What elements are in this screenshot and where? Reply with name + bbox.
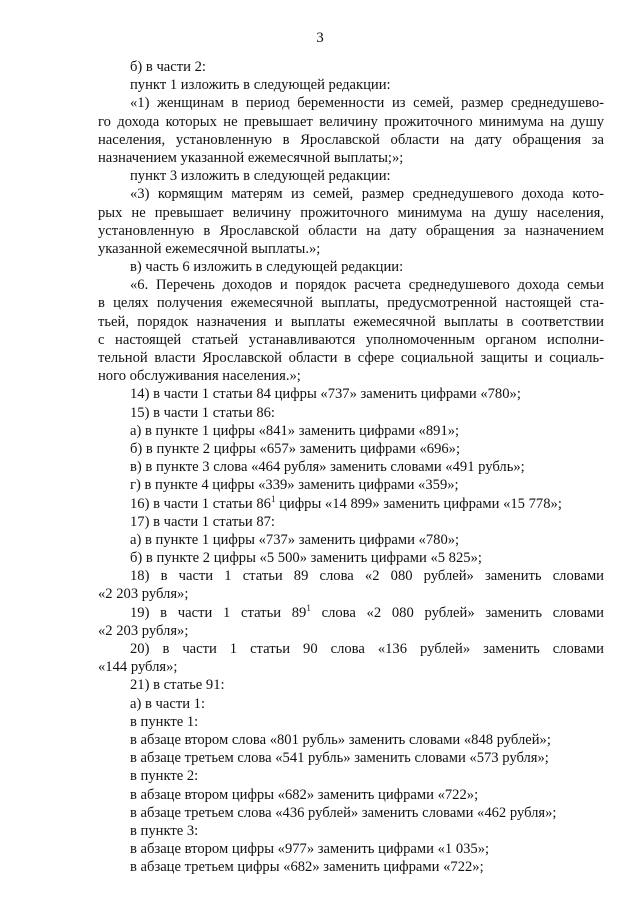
text-line-main: 20) в части 1 статьи 90 слова «136 рублей» заменить словами [130,641,604,657]
text-line [98,476,604,494]
text-line-main: в) в пункте 3 слова «464 рубля» заменить словами «491 рубль»; [130,459,525,476]
text-line [98,531,604,549]
text-line [98,840,604,858]
text-line-main: назначением указанной ежемесячной выплаты;»; [98,149,404,166]
text-line [98,185,604,203]
text-line [98,622,604,640]
text-line-main: пункт 3 изложить в следующей редакции: [130,168,391,185]
text-line [98,822,604,840]
text-line-main: «3) кормящим матерям из семей, размер среднедушевого дохода кото- [130,186,604,203]
text-line-main: в абзаце третьем слова «436 рублей» заменить словами «462 рубля»; [130,804,557,821]
text-line-main: в пункте 3: [130,822,199,839]
text-line [98,404,604,422]
text-line-continuation: цифры «14 899» заменить цифрами «15 778»; [275,495,562,512]
text-line [98,204,604,222]
text-line-main: «6. Перечень доходов и порядок расчета среднедушевого дохода семьи [130,277,604,294]
text-line-main: 15) в части 1 статьи 86: [130,404,275,421]
text-line [98,422,604,440]
text-line-main: в абзаце втором цифры «977» заменить цифрами «1 035»; [130,841,490,858]
text-line [98,222,604,240]
text-line [98,113,604,131]
text-line-main: рых не превышает величину прожиточного минимума на душу населения, [98,204,604,221]
text-line [98,676,604,694]
text-line-main: а) в пункте 1 цифры «737» заменить цифрами «780»; [130,531,460,548]
text-line [98,658,604,676]
text-line [98,385,604,403]
text-line-main: 16) в части 1 статьи 86 [130,495,271,512]
superscript: 1 [270,493,276,504]
text-line [98,786,604,804]
text-line [98,804,604,822]
text-line [98,294,604,312]
text-line-main: г) в пункте 4 цифры «339» заменить цифрами «359»; [130,477,459,494]
text-line-main: в абзаце третьем цифры «682» заменить цифрами «722»; [130,859,484,876]
text-line [98,149,604,167]
text-line [98,440,604,458]
text-line [98,640,604,658]
text-line-main: б) в части 2: [130,59,206,75]
text-line-main: 19) в части 1 статьи 89 [130,604,307,621]
text-line [98,695,604,713]
text-line [98,458,604,476]
text-line [98,76,604,94]
text-line [98,585,604,603]
text-line [98,258,604,276]
text-line-main: в абзаце третьем слова «541 рубль» заменить словами «573 рубля»; [130,750,549,767]
text-line-main: 17) в части 1 статьи 87: [130,513,275,530]
text-line [98,58,604,76]
text-line [98,858,604,876]
text-line-main: в) часть 6 изложить в следующей редакции: [130,259,404,276]
text-line-main: 21) в статье 91: [130,677,225,694]
text-line [98,349,604,367]
text-line-main: населения, установленную в Ярославской области на дату обращения за [98,131,604,148]
text-line [98,276,604,294]
text-line-main: с настоящей статьей устанавливаются уполномоченным органом исполни- [98,331,604,348]
text-line-main: в пункте 1: [130,713,199,730]
text-line-main: а) в части 1: [130,695,206,712]
text-line-main: пункт 1 изложить в следующей редакции: [130,77,391,94]
text-line-main: указанной ежемесячной выплаты.»; [98,240,321,257]
text-line-main: го дохода которых не превышает величину прожиточного минимума на душу [98,113,604,130]
text-line-main: установленную в Ярославской области на дату обращения за назначением [98,222,604,239]
text-line [98,749,604,767]
text-line-main: «2 203 рубля»; [98,586,189,603]
text-line-main: тьей, порядок назначения и выплаты ежемесячной выплаты в соответствии [98,313,604,330]
text-line [98,131,604,149]
text-line-main: б) в пункте 2 цифры «5 500» заменить цифрами «5 825»; [130,550,482,567]
text-line-main: в целях получения ежемесячной выплаты, предусмотренной настоящей ста- [98,295,604,312]
text-line-main: тельной власти Ярославской области в сфере социальной защиты и социаль- [98,350,604,366]
text-line [98,495,604,513]
text-line-main: а) в пункте 1 цифры «841» заменить цифрами «891»; [130,422,460,439]
text-line [98,604,604,622]
text-line-main: «1) женщинам в период беременности из семей, размер среднедушево- [130,95,604,112]
document-body [98,58,604,876]
text-line-continuation: слова «2 080 рублей» заменить словами [310,604,604,621]
text-line-main: 18) в части 1 статьи 89 слова «2 080 рублей» заменить словами [130,568,604,585]
text-line [98,313,604,331]
text-line-main: «2 203 рубля»; [98,622,189,639]
text-line [98,731,604,749]
text-line-main: б) в пункте 2 цифры «657» заменить цифрами «696»; [130,440,461,457]
text-line-main: в абзаце втором слова «801 рубль» заменить словами «848 рублей»; [130,731,551,748]
text-line [98,367,604,385]
text-line-main: в абзаце втором цифры «682» заменить цифрами «722»; [130,786,479,803]
text-line [98,331,604,349]
text-line [98,167,604,185]
text-line-main: ного обслуживания населения.»; [98,368,301,385]
text-line [98,767,604,785]
page-number: 3 [316,30,324,46]
superscript: 1 [306,602,311,613]
text-line-main: в пункте 2: [130,768,199,785]
text-line [98,567,604,585]
text-line-main: «144 рубля»; [98,659,178,676]
text-line [98,94,604,112]
text-line [98,549,604,567]
text-line [98,240,604,258]
text-line-main: 14) в части 1 статьи 84 цифры «737» заменить цифрами «780»; [130,386,521,403]
text-line [98,713,604,731]
text-line [98,513,604,531]
